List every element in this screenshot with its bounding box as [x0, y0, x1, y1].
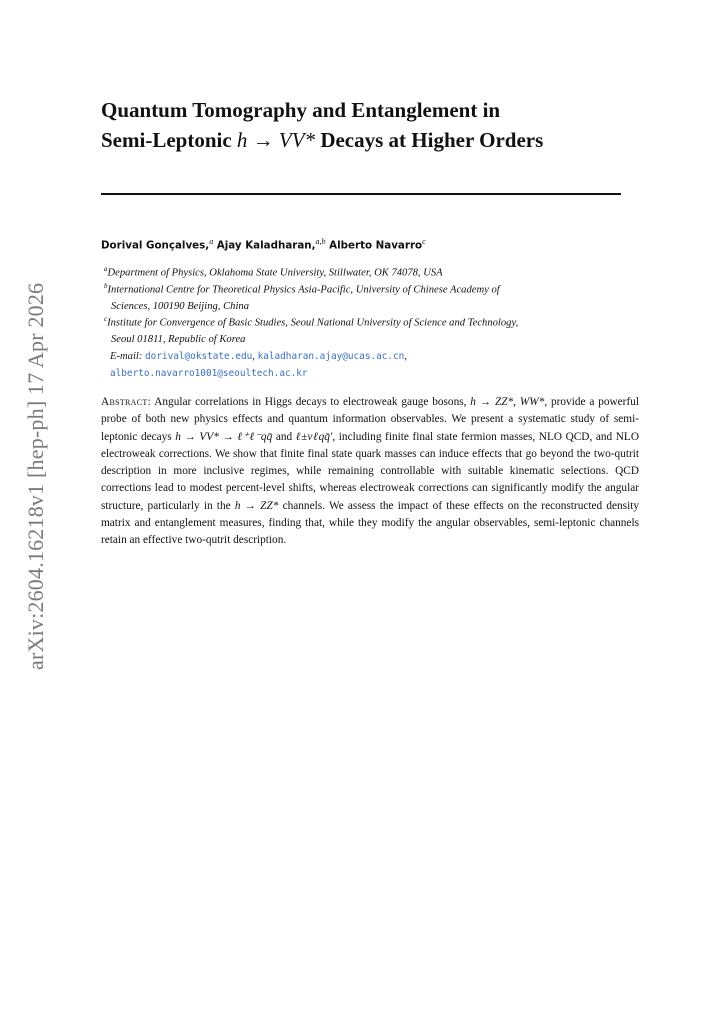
author-name: Dorival Gonçalves, [101, 239, 210, 252]
author-affiliation-mark: a [209, 237, 214, 246]
author-affiliation-mark: c [422, 237, 426, 246]
abstract-heading: Abstract: [101, 396, 152, 408]
affiliation-line: Sciences, 100190 Beijing, China [111, 301, 249, 313]
abstract-math: h → ZZ* [234, 499, 279, 512]
email-link[interactable]: alberto.navarro1001@seoultech.ac.kr [110, 368, 308, 379]
affiliation-text: Institute for Convergence of Basic Studies, Seoul National University of Science and Technology, [107, 317, 519, 329]
affiliation-line [104, 278, 624, 299]
email-link[interactable]: dorival@okstate.edu [145, 351, 253, 362]
title-rule [101, 193, 621, 195]
abstract-text: , including finite final state fermion masses, NLO QCD, and NLO electroweak corrections. We show that finite final state quark masses can induce effects that go beyond the two-qutrit description in more inclusive regimes, while remaining controllable with suitable kinematic selections. QCD corrections lead to modest percent-level shifts, whereas electroweak corrections can significantly modify the angular structure, particularly in the [101, 430, 639, 512]
email-label: E-mail: [110, 351, 143, 362]
abstract-text: channels. We assess the impact of these effects on the reconstructed density matrix and entanglement measures, finding that, while they modify the angular observables, semi-leptonic channels retain an effective two-qutrit description. [101, 499, 639, 547]
abstract-math: h → VV* → ℓ⁺ℓ⁻qq̄ [175, 430, 273, 443]
abstract-text: , provide a powerful probe of both new physics effects and quantum information observables. We present a systematic study of semi-leptonic decays [101, 396, 639, 443]
affiliation-mark: a [104, 265, 108, 273]
title-line-1: Quantum Tomography and Entanglement in [101, 98, 501, 122]
abstract-math: h → ZZ*, WW* [470, 396, 545, 408]
abstract [101, 394, 639, 550]
arxiv-identifier: arXiv:2604.16218v1 [hep-ph] 17 Apr 2026 [23, 282, 48, 670]
title-line-2 [101, 125, 661, 155]
abstract-math: ℓ±νℓqq̄′ [295, 430, 333, 443]
abstract-text: Angular correlations in Higgs decays to electroweak gauge bosons, [154, 396, 471, 408]
author-name: Ajay Kaladharan, [216, 239, 316, 252]
affiliation-b [104, 278, 624, 316]
abstract-text: and [272, 430, 296, 443]
affiliation-line: Seoul 01811, Republic of Korea [111, 334, 246, 346]
affiliation-line [104, 311, 624, 332]
affiliation-mark: c [104, 315, 108, 323]
paper-title [101, 95, 661, 155]
author-name: Alberto Navarro [329, 239, 423, 252]
affiliation-text: International Centre for Theoretical Physics Asia-Pacific, University of Chinese Academy of [107, 284, 500, 296]
title-math: h → VV* [236, 128, 316, 152]
title-suffix: Decays at Higher Orders [315, 128, 544, 152]
email-link[interactable]: kaladharan.ajay@ucas.ac.cn [257, 351, 405, 362]
author-affiliation-mark: a,b [315, 237, 326, 246]
affiliation-mark: b [104, 282, 108, 290]
affiliation-c [104, 311, 624, 349]
affiliation-text: Department of Physics, Oklahoma State University, Stillwater, OK 74078, USA [107, 267, 443, 279]
author-list [101, 237, 426, 251]
email-block: E-mail: dorival@okstate.edu, kaladharan.ajay@ucas.ac.cn, alberto.navarro1001@seoultech.ac.kr [110, 351, 407, 379]
title-prefix: Semi-Leptonic [101, 128, 237, 152]
